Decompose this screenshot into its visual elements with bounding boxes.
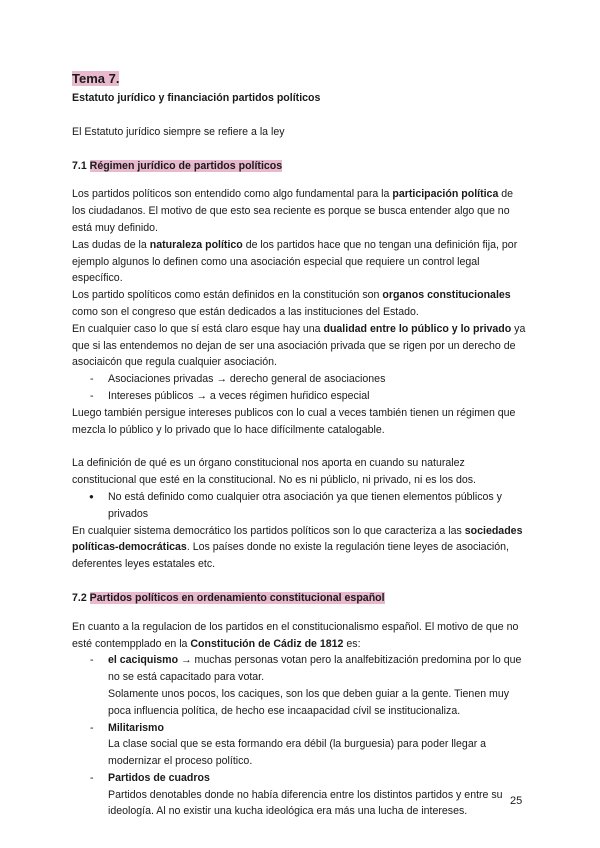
paragraph: En cualquier caso lo que sí está claro esque hay una dualidad entre lo público y lo privado ya que si las entendemos no dejan de ser una asociación privada que se rigen por un derecho de asociaicón que regula cualquier asociación.	[72, 322, 526, 369]
page-title: Tema 7.	[72, 71, 120, 86]
paragraph: Las dudas de la naturaleza político de los partidos hace que no tengan una definición fija, por ejemplo algunos lo definen como una asociación especial que requiere un control legal específico.	[72, 238, 518, 285]
bullet-list	[72, 489, 528, 523]
list-item: ● No está definido como cualquier otra asociación ya que tienen elementos públicos y privados	[72, 489, 528, 523]
section-heading-7-1: 7.1 Régimen jurídico de partidos políticos	[72, 159, 283, 172]
paragraph: En cualquier sistema democrático los partidos políticos son lo que caracteriza a las sociedades políticas-democráticas. Los países donde no existe la regulación tiene leyes de asociación, deferentes leyes estatales etc.	[72, 524, 523, 571]
list-item: - Asociaciones privadas → derecho general de asociaciones	[72, 371, 528, 388]
paragraph: Los partido spolíticos como están definidos en la constitución son organos constitucionales como son el congreso que están dedicados a las instituciones del Estado.	[72, 289, 511, 318]
page-content	[72, 70, 528, 820]
list-item: - Intereses públicos → a veces régimen huŕidico especial	[72, 388, 528, 405]
paragraph: La definición de qué es un órgano constitucional nos aporta en cuando su naturalez constitucional que esté en la constitucional. No es ni públiclo, ni privado, ni es los dos.	[72, 457, 476, 487]
list-item: - Militarismo La clase social que se esta formando era débil (la burguesia) para poder llegar a modernizar el proceso político.	[72, 720, 528, 770]
dash-list	[72, 652, 528, 820]
list-item: - el caciquismo → muchas personas votan pero la analfebitización predomina por lo que no se está capacitado para votar. Solamente unos pocos, los caciques, son los que deben guiar a la gente. Tienen muy poca influencia política, de hecho ese incaapacidad cívil se institucionaliza.	[72, 652, 528, 719]
page-number: 25	[510, 795, 523, 807]
paragraph: En cuanto a la regulacion de los partidos en el constitucionalismo español. El motivo de que no esté contempplado en la Constitución de Cádiz de 1812 es:	[72, 620, 519, 650]
paragraph: Luego también persigue intereses publicos con lo cual a veces también tienen un régimen que mezcla lo público y lo privado que lo hace difícilmente catalogable.	[72, 406, 516, 436]
list-item: - Partidos de cuadros Partidos denotables donde no había diferencia entre los distintos partidos y entre su ideología. Al no existir una kucha ideológica era más una lucha de intereses.	[72, 770, 528, 820]
dash-list	[72, 371, 528, 405]
paragraph: Los partidos políticos son entendido como algo fundamental para la participación política de los ciudadanos. El motivo de que esto sea reciente es porque se busca entender algo que no está muy definido.	[72, 188, 514, 234]
page-subtitle: Estatuto jurídico y financiación partidos políticos	[72, 92, 321, 104]
intro-text: El Estatuto jurídico siempre se refiere a la ley	[72, 125, 285, 138]
section-heading-7-2: 7.2 Partidos políticos en ordenamiento constitucional español	[72, 591, 385, 604]
